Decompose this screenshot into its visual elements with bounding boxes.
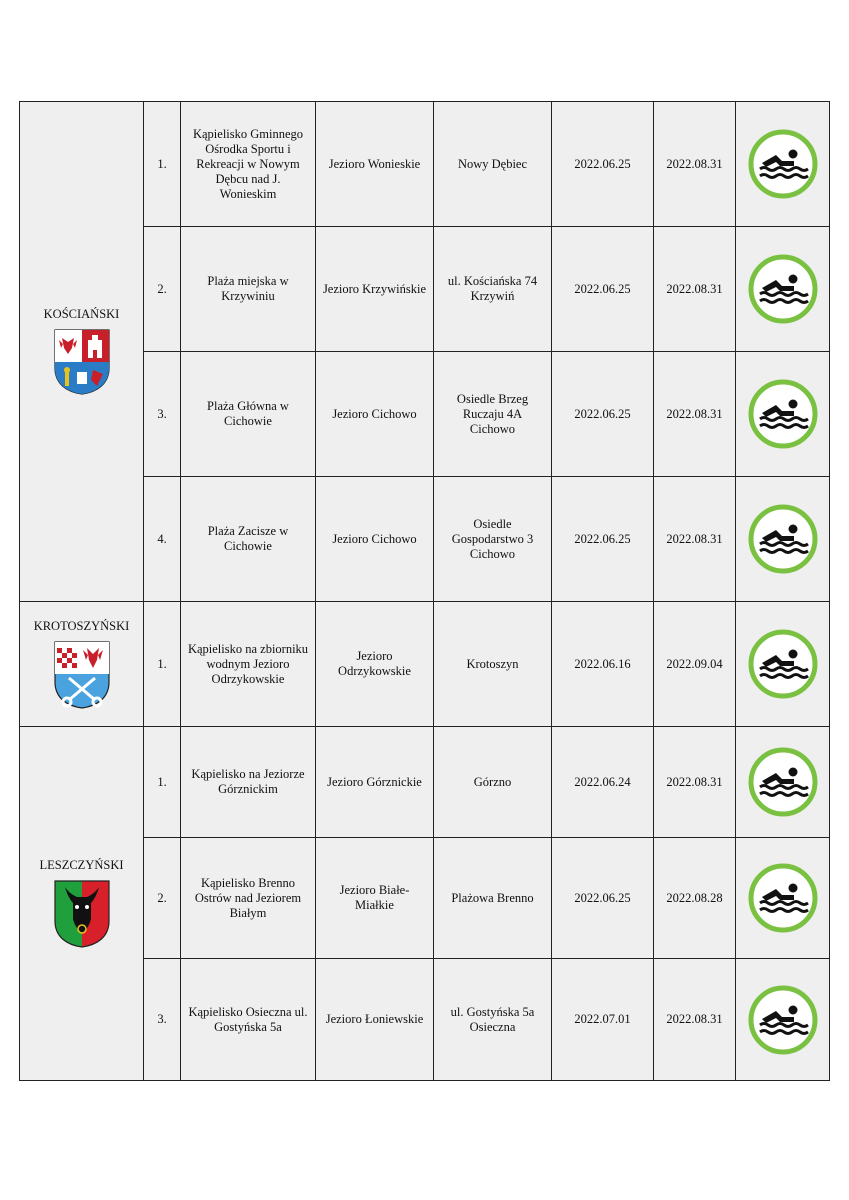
swimming-status-cell bbox=[736, 959, 830, 1081]
season-start-date: 2022.06.25 bbox=[552, 477, 654, 602]
water-body: Jezioro Wonieskie bbox=[316, 102, 434, 227]
season-end-date: 2022.08.28 bbox=[654, 838, 736, 959]
water-body: Jezioro Krzywińskie bbox=[316, 227, 434, 352]
county-name: LESZCZYŃSKI bbox=[39, 858, 124, 872]
water-body: Jezioro Górznickie bbox=[316, 727, 434, 838]
row-number: 2. bbox=[144, 838, 181, 959]
site-address: Plażowa Brenno bbox=[434, 838, 552, 959]
bathing-site-name: Plaża miejska w Krzywiniu bbox=[181, 227, 316, 352]
bathing-sites-table bbox=[19, 101, 830, 1081]
swimming-status-cell bbox=[736, 227, 830, 352]
water-body: Jezioro Odrzykowskie bbox=[316, 602, 434, 727]
season-start-date: 2022.06.25 bbox=[552, 227, 654, 352]
swimming-status-cell bbox=[736, 477, 830, 602]
water-body: Jezioro Białe-Miałkie bbox=[316, 838, 434, 959]
site-address: Nowy Dębiec bbox=[434, 102, 552, 227]
row-number: 1. bbox=[144, 102, 181, 227]
site-address: Osiedle Brzeg Ruczaju 4A Cichowo bbox=[434, 352, 552, 477]
county-cell bbox=[20, 102, 144, 602]
season-end-date: 2022.08.31 bbox=[654, 959, 736, 1081]
bathing-site-name: Plaża Główna w Cichowie bbox=[181, 352, 316, 477]
bathing-site-name: Kąpielisko na Jeziorze Górznickim bbox=[181, 727, 316, 838]
row-number: 1. bbox=[144, 727, 181, 838]
bathing-site-name: Kąpielisko Brenno Ostrów nad Jeziorem Białym bbox=[181, 838, 316, 959]
season-start-date: 2022.06.25 bbox=[552, 102, 654, 227]
leszno-coat-of-arms bbox=[26, 879, 137, 949]
site-address: Krotoszyn bbox=[434, 602, 552, 727]
season-end-date: 2022.09.04 bbox=[654, 602, 736, 727]
row-number: 3. bbox=[144, 959, 181, 1081]
site-address: ul. Gostyńska 5a Osieczna bbox=[434, 959, 552, 1081]
bathing-site-name: Plaża Zacisze w Cichowie bbox=[181, 477, 316, 602]
county-name: KOŚCIAŃSKI bbox=[43, 307, 120, 321]
swimming-icon bbox=[746, 127, 820, 201]
bathing-site-name: Kąpielisko na zbiorniku wodnym Jezioro Odrzykowskie bbox=[181, 602, 316, 727]
krotoszyn-coat-of-arms bbox=[26, 640, 137, 710]
season-start-date: 2022.06.24 bbox=[552, 727, 654, 838]
table-row bbox=[20, 727, 830, 838]
table-row bbox=[20, 602, 830, 727]
water-body: Jezioro Cichowo bbox=[316, 352, 434, 477]
swimming-icon bbox=[746, 627, 820, 701]
site-address: Osiedle Gospodarstwo 3 Cichowo bbox=[434, 477, 552, 602]
season-start-date: 2022.06.25 bbox=[552, 838, 654, 959]
swimming-status-cell bbox=[736, 102, 830, 227]
swimming-status-cell bbox=[736, 727, 830, 838]
season-end-date: 2022.08.31 bbox=[654, 102, 736, 227]
water-body: Jezioro Łoniewskie bbox=[316, 959, 434, 1081]
swimming-status-cell bbox=[736, 838, 830, 959]
bathing-site-name: Kąpielisko Gminnego Ośrodka Sportu i Rekreacji w Nowym Dębcu nad J. Wonieskim bbox=[181, 102, 316, 227]
swimming-icon bbox=[746, 745, 820, 819]
season-start-date: 2022.06.16 bbox=[552, 602, 654, 727]
site-address: Górzno bbox=[434, 727, 552, 838]
swimming-status-cell bbox=[736, 602, 830, 727]
county-name: KROTOSZYŃSKI bbox=[33, 618, 130, 633]
swimming-status-cell bbox=[736, 352, 830, 477]
site-address: ul. Kościańska 74 Krzywiń bbox=[434, 227, 552, 352]
county-cell bbox=[20, 602, 144, 727]
season-end-date: 2022.08.31 bbox=[654, 227, 736, 352]
koscian-coat-of-arms bbox=[26, 328, 137, 396]
season-start-date: 2022.07.01 bbox=[552, 959, 654, 1081]
table-row bbox=[20, 102, 830, 227]
season-start-date: 2022.06.25 bbox=[552, 352, 654, 477]
swimming-icon bbox=[746, 377, 820, 451]
season-end-date: 2022.08.31 bbox=[654, 727, 736, 838]
water-body: Jezioro Cichowo bbox=[316, 477, 434, 602]
swimming-icon bbox=[746, 983, 820, 1057]
row-number: 1. bbox=[144, 602, 181, 727]
swimming-icon bbox=[746, 252, 820, 326]
bathing-site-name: Kąpielisko Osieczna ul. Gostyńska 5a bbox=[181, 959, 316, 1081]
row-number: 4. bbox=[144, 477, 181, 602]
season-end-date: 2022.08.31 bbox=[654, 477, 736, 602]
swimming-icon bbox=[746, 861, 820, 935]
season-end-date: 2022.08.31 bbox=[654, 352, 736, 477]
swimming-icon bbox=[746, 502, 820, 576]
row-number: 3. bbox=[144, 352, 181, 477]
county-cell bbox=[20, 727, 144, 1081]
row-number: 2. bbox=[144, 227, 181, 352]
